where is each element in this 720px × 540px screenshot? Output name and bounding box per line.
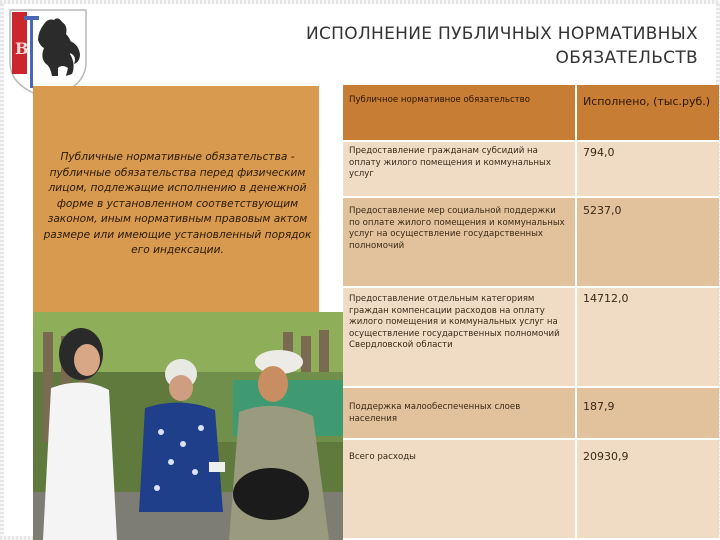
header-executed: Исполнено, (тыс.руб.) xyxy=(576,85,719,141)
row-value: 5237,0 xyxy=(576,197,719,287)
obligations-table xyxy=(343,85,719,540)
row-value: 187,9 xyxy=(576,387,719,439)
row-name-total: Всего расходы xyxy=(343,439,576,539)
title-line-1: ИСПОЛНЕНИЕ ПУБЛИЧНЫХ НОРМАТИВНЫХ xyxy=(306,24,698,44)
table-row xyxy=(343,387,719,439)
slide-border-left xyxy=(0,0,4,540)
table-row xyxy=(343,197,719,287)
row-name: Предоставление гражданам субсидий на оплату жилого помещения и коммунальных услуг xyxy=(343,141,576,197)
svg-text:В: В xyxy=(15,39,29,58)
row-value-total: 20930,9 xyxy=(576,439,719,539)
table-row xyxy=(343,439,719,539)
slide-border-top xyxy=(0,0,720,4)
table-header-row xyxy=(343,85,719,141)
row-value: 14712,0 xyxy=(576,287,719,387)
definition-term: Публичные нормативные обязательства xyxy=(60,151,288,163)
page-title xyxy=(190,22,698,70)
header-obligation: Публичное нормативное обязательство xyxy=(343,85,576,141)
definition-body: - публичные обязательства перед физическим лицом, подлежащие исполнению в денежной форме в установленном соответствующим законом, иным нормативным правовым актом размере или имеющие установленный порядок его индексации. xyxy=(43,151,312,256)
title-line-2: ОБЯЗАТЕЛЬСТВ xyxy=(555,48,698,68)
row-name: Предоставление мер социальной поддержки по оплате жилого помещения и коммунальных услуг на осуществление государственных полномочий xyxy=(343,197,576,287)
people-photo xyxy=(33,312,345,540)
table-row xyxy=(343,287,719,387)
definition-text xyxy=(40,150,315,259)
table-row xyxy=(343,141,719,197)
row-name: Поддержка малообеспеченных слоев населения xyxy=(343,387,576,439)
row-name: Предоставление отдельным категориям граждан компенсации расходов на оплату жилого помещения и коммунальных услуг на осуществление государственных полномочий Свердловской области xyxy=(343,287,576,387)
row-value: 794,0 xyxy=(576,141,719,197)
